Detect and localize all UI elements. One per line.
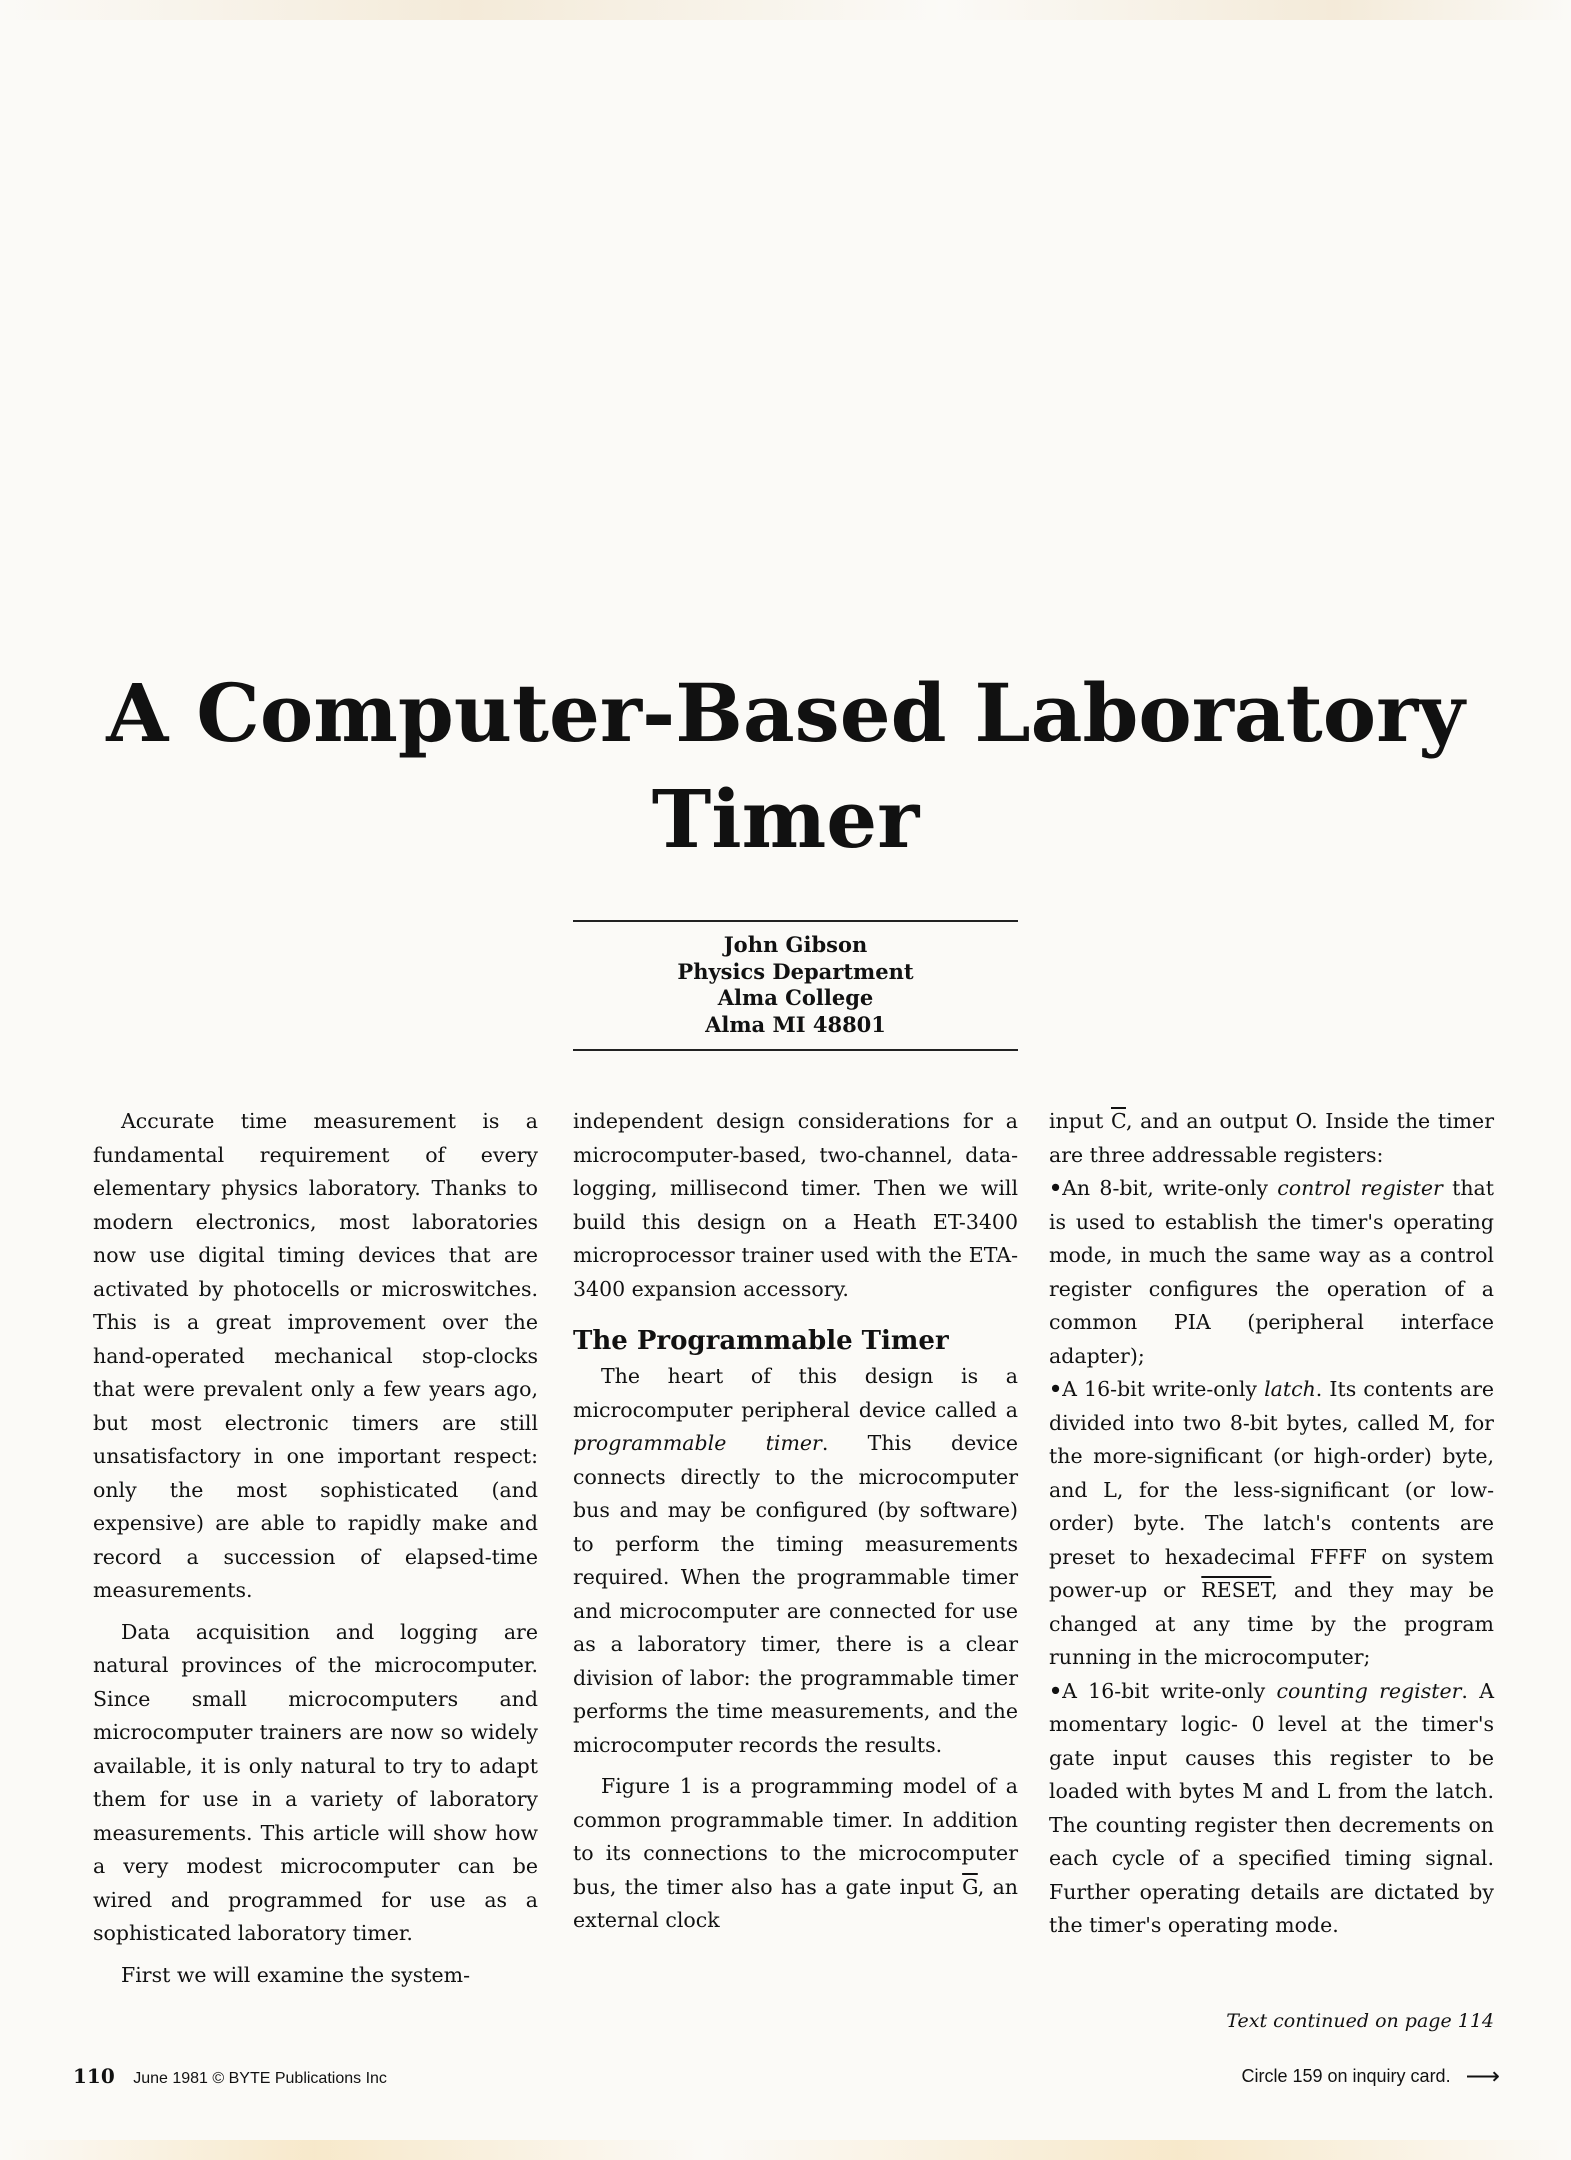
issue-info: June 1981 © BYTE Publications Inc	[133, 2070, 387, 2087]
continued-note: Text continued on page 114	[1226, 2010, 1494, 2032]
clock-input-symbol: $\overline{C}$	[1111, 1109, 1126, 1133]
author-address: Alma MI 48801	[705, 1011, 886, 1037]
bullet-counting-register: •A 16-bit write-only counting register. A momentary logic- 0 level at the timer's gate input causes this register to be loaded with bytes M and L from the latch. The counting register then decrements on each cycle of a specified timing signal. Further operating details are dictated by the timer's operating mode.	[1049, 1678, 1494, 1937]
bottom-page-edge	[0, 2140, 1571, 2160]
paragraph: The heart of this design is a microcomputer peripheral device called a programmable timer. This device connects directly to the microcomputer bus and may be configured (by software) to perform the timing measurements required. When the programmable timer and microcomputer are connected for use as a laboratory timer, there is a clear division of labor: the programmable timer performs the time measurements, and the microcomputer records the results.	[573, 1364, 1018, 1757]
bullet-icon: •	[1049, 1678, 1063, 1703]
byline-top-rule	[573, 920, 1018, 922]
bullet-icon: •	[1049, 1176, 1063, 1200]
paragraph: Accurate time measurement is a fundamental requirement of every elementary physics laboratory. Thanks to modern electronics, most laboratories now use digital timing devices that are activated by photocells or microswitches. This is a great improvement over the hand-operated mechanical stop-clocks that were prevalent only a few years ago, but most electronic timers are still unsatisfactory in one important respect: only the most sophisticated (and expensive) are able to rapidly make and record a succession of elapsed-time measurements.	[93, 1109, 538, 1602]
paragraph: input $\overline{C}$, and an output O. Inside the timer are three addressable registers:	[1049, 1109, 1494, 1167]
byline-bottom-rule	[573, 1049, 1018, 1051]
article-title	[0, 660, 1571, 872]
page-footer-left	[73, 2064, 387, 2091]
page-footer-right	[1241, 2064, 1500, 2089]
arrow-right-icon: ⟶	[1465, 2063, 1500, 2090]
title-line-1: A Computer-Based Laboratory	[106, 666, 1465, 760]
column-2	[573, 1105, 1018, 1946]
term-programmable-timer: programmable timer	[573, 1431, 822, 1455]
inquiry-note: Circle 159 on inquiry card.	[1241, 2066, 1451, 2086]
title-line-2: Timer	[651, 772, 920, 866]
gate-input-symbol: $\overline{G}$	[962, 1874, 978, 1899]
byline	[573, 932, 1018, 1038]
paragraph: First we will examine the system-	[121, 1962, 470, 1987]
bullet-control-register: •An 8-bit, write-only control register that is used to establish the timer's operating mode, in much the same way as a control register configures the operation of a common PIA (peripheral interface adapter);	[1049, 1176, 1495, 1368]
bullet-icon: •	[1049, 1377, 1063, 1401]
top-page-edge	[0, 0, 1571, 20]
bullet-latch: •A 16-bit write-only latch. Its contents are divided into two 8-bit bytes, called M, for the more-significant (or high-order) byte, and L, for the less-significant (or low-order) byte. The latch's contents are preset to hexadecimal FFFF on system power-up or RESET, and they may be changed at any time by the program running in the microcomputer;	[1049, 1377, 1495, 1669]
author-name: John Gibson	[723, 932, 868, 957]
author-institution: Alma College	[717, 985, 874, 1010]
column-3	[1049, 1105, 1494, 1951]
paragraph: independent design considerations for a microcomputer-based, two-channel, data-logging, millisecond timer. Then we will build this design on a Heath ET-3400 microprocessor trainer used with the ETA-3400 expansion accessory.	[573, 1109, 1018, 1301]
paragraph: Data acquisition and logging are natural provinces of the microcomputer. Since small microcomputers and microcomputer trainers are now so widely available, it is only natural to try to adapt them for use in a variety of laboratory measurements. This article will show how a very modest microcomputer can be wired and programmed for use as a sophisticated laboratory timer.	[93, 1619, 538, 1945]
author-department: Physics Department	[677, 958, 914, 984]
paragraph: Figure 1 is a programming model of a common programmable timer. In addition to its connections to the microcomputer bus, the timer also has a gate input $\overline{G}$, an external clock	[573, 1774, 1018, 1932]
reset-signal: RESET	[1201, 1578, 1272, 1602]
page-number: 110	[73, 2064, 115, 2088]
column-1	[93, 1105, 538, 2000]
section-heading: The Programmable Timer	[573, 1326, 949, 1356]
